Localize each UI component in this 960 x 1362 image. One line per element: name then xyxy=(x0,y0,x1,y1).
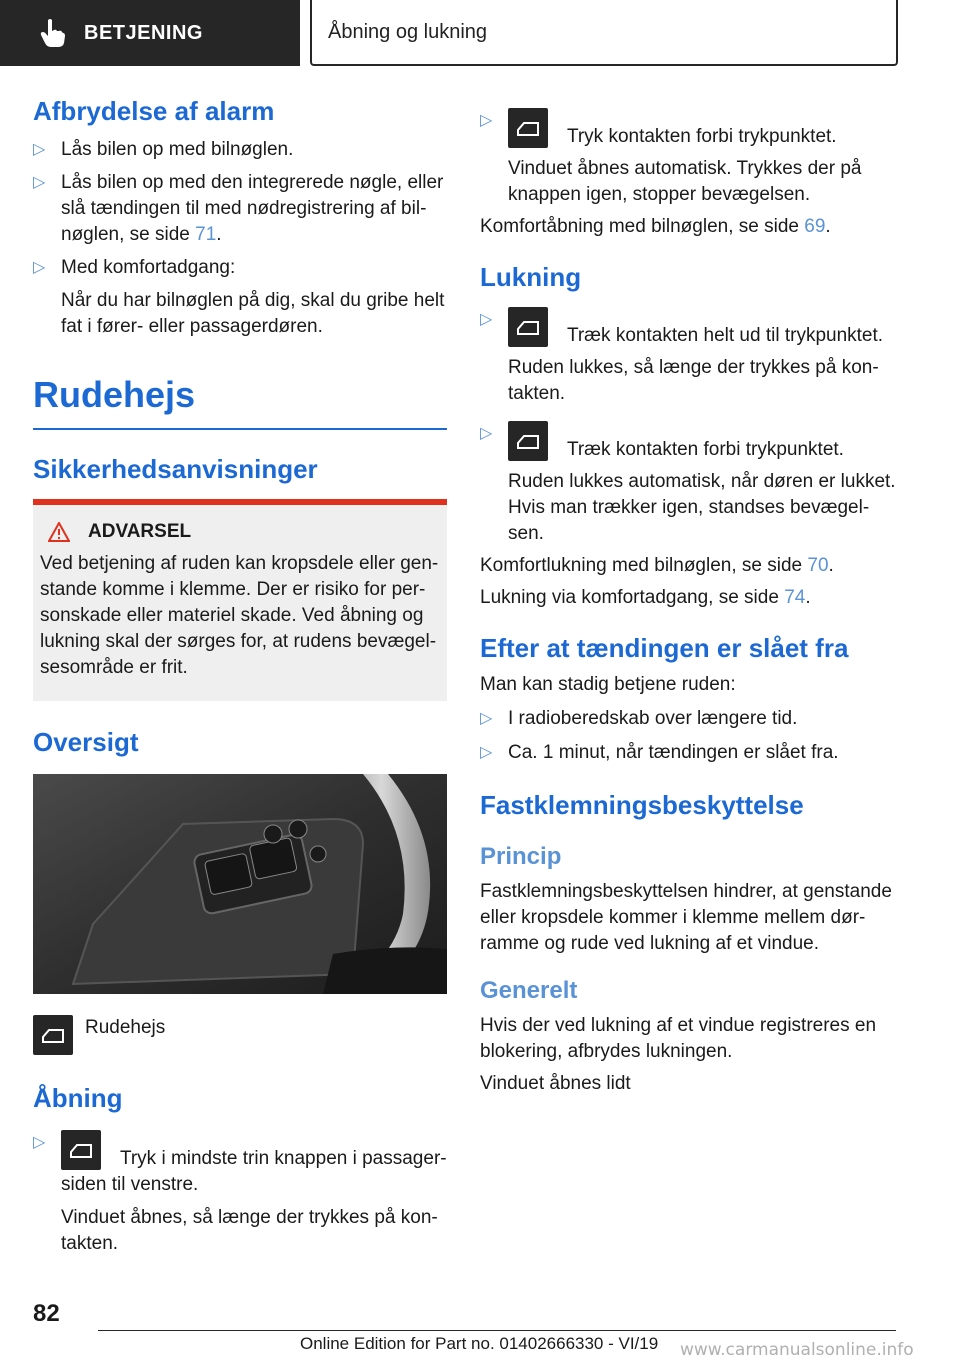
right-column xyxy=(480,108,896,1097)
overview-heading: Oversigt xyxy=(33,727,139,757)
warning-text: Ved betjening af ruden kan kropsdele eller gen-stande komme i klemme. Der er risiko for per-sonskade eller materiel skade. Ved åbning og lukning skal der sørges for, at rudens bevægel-sesområde er frit. xyxy=(40,553,439,678)
list-item: ▷ Ca. 1 minut, når tændingen er slået fra. xyxy=(480,740,896,766)
window-switch-photo xyxy=(33,774,447,994)
closing-heading: Lukning xyxy=(480,262,582,292)
window-switch-icon xyxy=(61,1130,101,1170)
list-item: ▷ Lås bilen op med den integrerede nøgle, eller slå tændingen til med nødregistrering af bil-nøglen, se side 71. xyxy=(33,172,444,245)
triangle-bullet-icon: ▷ xyxy=(33,141,46,158)
window-switch-icon xyxy=(508,421,548,461)
page-link[interactable]: 69 xyxy=(804,216,826,237)
comfort-access-text: Lukning via komfortadgang, se side 74. xyxy=(480,587,811,608)
comfort-open-text: Komfortåbning med bilnøglen, se side 69. xyxy=(480,216,831,237)
section-label: BETJENING xyxy=(84,21,203,44)
edition-text: Online Edition for Part no. 01402666330 - VI/19 xyxy=(300,1334,659,1353)
list-item-detail: Ruden lukkes automatisk, når døren er lukket. Hvis man trækker igen, standses bevægel-sen. xyxy=(508,471,896,544)
triangle-bullet-icon: ▷ xyxy=(480,425,493,442)
triangle-bullet-icon: ▷ xyxy=(480,311,493,328)
list-item: ▷ Træk kontakten forbi trykpunktet. xyxy=(480,421,896,463)
window-switch-icon xyxy=(508,307,548,347)
page-link[interactable]: 74 xyxy=(784,587,806,608)
ignition-off-intro: Man kan stadig betjene ruden: xyxy=(480,674,736,695)
window-switch-icon xyxy=(508,108,548,148)
list-item: ▷ I radioberedskab over længere tid. xyxy=(480,706,896,732)
list-item-detail: Når du har bilnøglen på dig, skal du gribe helt fat i fører- eller passagerdøren. xyxy=(61,290,445,337)
page-link[interactable]: 70 xyxy=(807,555,829,576)
list-item: ▷ Med komfortadgang: xyxy=(33,255,447,281)
triangle-bullet-icon: ▷ xyxy=(480,710,493,727)
list-item: ▷ Tryk kontakten forbi trykpunktet. xyxy=(480,108,896,150)
list-item: ▷ Træk kontakten helt ud til trykpunktet. xyxy=(480,307,896,349)
triangle-bullet-icon: ▷ xyxy=(33,174,46,191)
list-item: ▷ Lås bilen op med bilnøglen. xyxy=(33,137,447,163)
general-text: Hvis der ved lukning af et vindue registreres en blokering, afbrydes lukningen. xyxy=(480,1015,877,1062)
warning-header: ADVARSEL xyxy=(40,521,439,543)
alarm-heading: Afbrydelse af alarm xyxy=(33,96,275,126)
warning-box xyxy=(33,499,447,701)
triangle-bullet-icon: ▷ xyxy=(33,259,46,276)
general-text-2: Vinduet åbnes lidt xyxy=(480,1073,631,1094)
warning-triangle-icon xyxy=(48,522,70,542)
footer-rule xyxy=(98,1330,896,1331)
page-number: 82 xyxy=(33,1300,60,1327)
section-tab xyxy=(0,0,300,66)
safety-heading: Sikkerhedsanvisninger xyxy=(33,454,318,484)
window-switch-icon xyxy=(33,1015,73,1055)
list-item-detail: Vinduet åbnes, så længe der trykkes på kon-takten. xyxy=(61,1207,438,1254)
ignition-off-heading: Efter at tændingen er slået fra xyxy=(480,633,849,663)
general-heading: Generelt xyxy=(480,977,578,1004)
triangle-bullet-icon: ▷ xyxy=(480,744,493,761)
comfort-close-text: Komfortlukning med bilnøglen, se side 70. xyxy=(480,555,834,576)
page-link[interactable]: 71 xyxy=(195,224,217,245)
topic-tab xyxy=(310,0,898,66)
triangle-bullet-icon: ▷ xyxy=(33,1134,46,1151)
list-item-detail: Vinduet åbnes automatisk. Trykkes der på knappen igen, stopper bevægelsen. xyxy=(508,158,862,205)
rudehejs-heading: Rudehejs xyxy=(33,374,196,415)
hand-pointer-icon xyxy=(40,18,66,48)
pinch-protection-heading: Fastklemningsbeskyttelse xyxy=(480,790,804,820)
page-topic: Åbning og lukning xyxy=(328,20,488,43)
page-header xyxy=(0,0,960,66)
watermark: www.carmanualsonline.info xyxy=(680,1340,914,1360)
list-item: ▷ Tryk i mindste trin knappen i passager-siden til venstre. xyxy=(33,1130,447,1198)
triangle-bullet-icon: ▷ xyxy=(480,112,493,129)
principle-text: Fastklemningsbeskyttelsen hindrer, at genstande eller kropsdele kommer i klemme mellem dør-ramme og rude ved lukning af et vindue. xyxy=(480,881,892,954)
principle-heading: Princip xyxy=(480,843,562,870)
left-column xyxy=(33,96,447,1257)
opening-heading: Åbning xyxy=(33,1083,123,1113)
list-item-detail: Ruden lukkes, så længe der trykkes på kon-takten. xyxy=(508,357,879,404)
photo-caption: Rudehejs xyxy=(33,1015,447,1055)
